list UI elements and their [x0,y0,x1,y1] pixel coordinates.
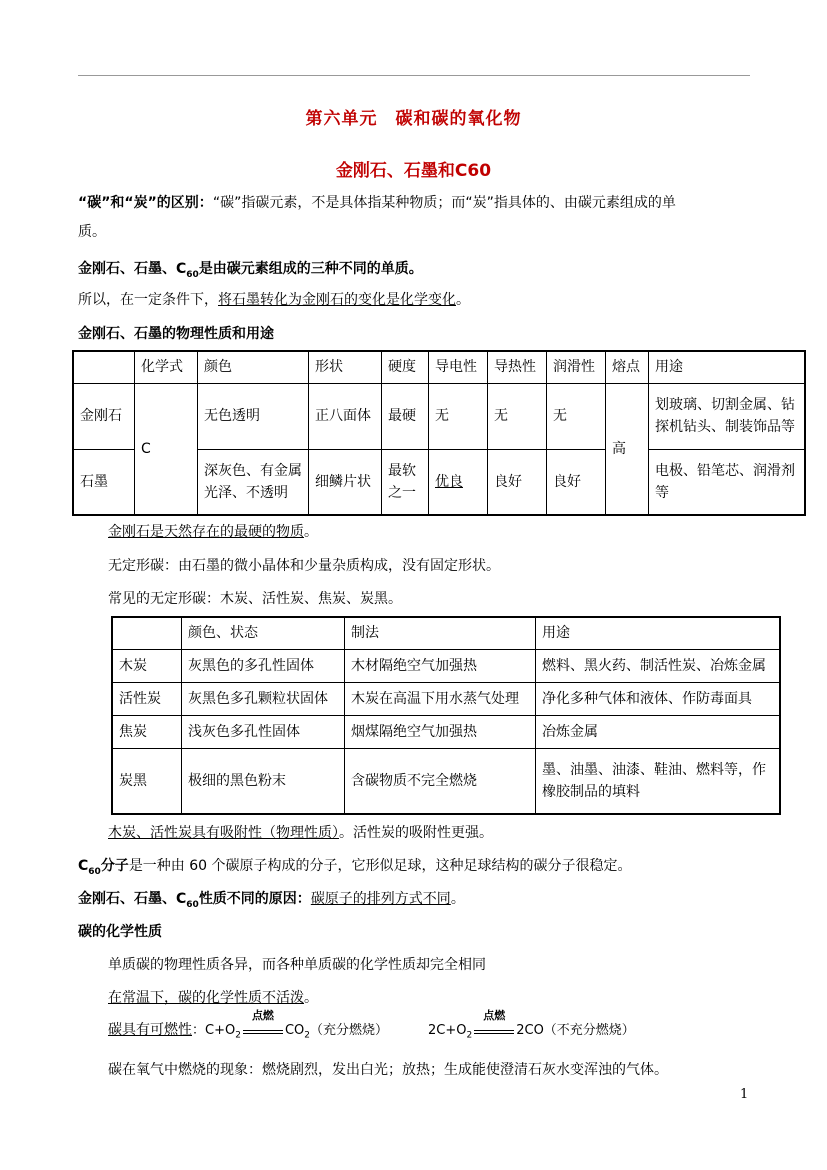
text: 。 [450,891,465,907]
cell: 无色透明 [198,383,309,449]
header-cell: 化学式 [135,351,198,383]
cell: 无 [488,383,547,449]
heading-chemical-properties: 碳的化学性质 [78,924,162,940]
cell: 优良 [429,449,488,515]
paragraph-c60 [78,856,750,883]
header-cell: 用途 [649,351,806,383]
diamond-graphite-table [72,350,806,516]
equation-complete-combustion [108,1009,388,1041]
text: 。活性炭的吸附性更强。 [339,825,493,841]
header-cell: 熔点 [606,351,649,383]
cell: 木炭在高温下用水蒸气处理 [345,682,536,715]
text: 是一种由 60 个碳原子构成的分子，它形似足球，这种足球结构的碳分子很稳定。 [128,858,632,874]
paragraph-common-amorphous: 常见的无定形碳：木炭、活性炭、焦炭、炭黑。 [108,591,402,607]
text: 金刚石、石墨、C [78,261,187,277]
cell: 电极、铅笔芯、润滑剂等 [649,449,806,515]
table-header-row [73,351,805,383]
cell: 活性炭 [112,682,182,715]
table1-caption: 金刚石、石墨的物理性质和用途 [78,326,274,342]
underlined-text: 碳具有可燃性 [108,1022,192,1038]
header-cell [112,617,182,649]
page-number: 1 [740,1087,749,1102]
text: 2CO（不充分燃烧） [516,1023,635,1038]
cell: 墨、油墨、油漆、鞋油、燃料等，作橡胶制品的填料 [536,748,781,814]
text: 。 [456,292,470,308]
header-cell: 导热性 [488,351,547,383]
cell: 冶炼金属 [536,715,781,748]
underlined-text: 金刚石是天然存在的最硬的物质 [108,524,304,540]
text: C [78,858,89,874]
cell: 极细的黑色粉末 [182,748,345,814]
table-row [112,748,780,814]
text: ：C+O [192,1023,236,1038]
header-cell: 用途 [536,617,781,649]
cell: 含碳物质不完全燃烧 [345,748,536,814]
cell: 良好 [547,449,606,515]
cell: 正八面体 [309,383,382,449]
table-row [112,682,780,715]
section-title: 金刚石、石墨和C60 [335,161,492,181]
text: 。 [304,524,318,540]
header-cell: 润滑性 [547,351,606,383]
cell: 石墨 [73,449,135,515]
cell: 深灰色、有金属光泽、不透明 [198,449,309,515]
underlined-text: 木炭、活性炭具有吸附性（物理性质） [108,825,339,841]
text: 2C+O [428,1023,467,1038]
paragraph-three-elements [78,259,750,286]
paragraph-conversion [78,290,750,311]
subscript: 2 [235,1030,241,1041]
paragraph-carbon-difference [78,193,750,250]
term-label: “碳”和“炭”的区别： [78,195,213,211]
text: 分子 [100,858,129,874]
subscript: 2 [304,1030,310,1041]
term-text: “碳”指碳元素，不是具体指某种物质；而“炭”指具体的、由碳元素组成的单 [212,195,676,211]
text: 性质不同的原因： [198,891,311,907]
cell: 最硬 [382,383,429,449]
header-cell: 颜色、状态 [182,617,345,649]
text: （充分燃烧） [309,1023,388,1038]
subscript: 60 [186,269,199,280]
underlined-text: 将石墨转化为金刚石的变化是化学变化 [218,292,456,308]
cell-melting: 高 [606,383,649,515]
cell: 无 [429,383,488,449]
cell-formula: C [135,383,198,515]
text: CO [284,1023,305,1038]
underlined-text: 碳原子的排列方式不同 [310,891,451,907]
cell: 浅灰色多孔性固体 [182,715,345,748]
cell: 无 [547,383,606,449]
cell: 细鳞片状 [309,449,382,515]
subscript: 60 [88,866,101,877]
header-cell: 硬度 [382,351,429,383]
underlined-text: 在常温下，碳的化学性质不活泼 [108,990,304,1006]
paragraph-amorphous: 无定形碳：由石墨的微小晶体和少量杂质构成，没有固定形状。 [108,558,500,574]
header-cell: 颜色 [198,351,309,383]
header-cell: 形状 [309,351,382,383]
equation-incomplete-combustion [428,1009,635,1041]
cell: 净化多种气体和液体、作防毒面具 [536,682,781,715]
paragraph-combustion-phenomenon: 碳在氧气中燃烧的现象：燃烧剧烈，发出白光；放热；生成能使澄清石灰水变浑浊的气体。 [108,1062,668,1078]
cell: 炭黑 [112,748,182,814]
table-row [112,715,780,748]
subscript: 2 [466,1030,473,1041]
paragraph-inert [108,988,750,1009]
header-cell [73,351,135,383]
cell: 木材隔绝空气加强热 [345,649,536,682]
cell: 灰黑色多孔颗粒状固体 [182,682,345,715]
paragraph-adsorption [108,823,750,844]
condition-label: 点燃 [483,1009,506,1022]
subscript: 60 [186,899,199,910]
cell: 烟煤隔绝空气加强热 [345,715,536,748]
cell: 灰黑色的多孔性固体 [182,649,345,682]
reaction-arrow [474,1009,514,1034]
cell: 良好 [488,449,547,515]
cell: 划玻璃、切割金属、钻探机钻头、制装饰品等 [649,383,806,449]
cell: 燃料、黑火药、制活性炭、冶炼金属 [536,649,781,682]
paragraph-hardest [108,522,750,543]
cell: 焦炭 [112,715,182,748]
text: 是由碳元素组成的三种不同的单质。 [198,261,423,277]
table-row [112,649,780,682]
header-cell: 制法 [345,617,536,649]
unit-title: 第六单元 碳和碳的氧化物 [305,109,522,129]
cell: 金刚石 [73,383,135,449]
reaction-arrow [243,1009,283,1034]
term-text-cont: 质。 [78,224,106,240]
text: 。 [304,990,318,1006]
amorphous-carbon-table [111,616,781,815]
header-cell: 导电性 [429,351,488,383]
header-rule [78,75,750,76]
paragraph-chemical-same: 单质碳的物理性质各异，而各种单质碳的化学性质却完全相同 [108,957,486,973]
paragraph-difference-reason [78,889,750,916]
cell: 木炭 [112,649,182,682]
text: 所以，在一定条件下， [78,292,218,308]
cell: 最软之一 [382,449,429,515]
table-header-row [112,617,780,649]
text: 金刚石、石墨、C [78,891,187,907]
table-row [73,383,805,449]
condition-label: 点燃 [251,1009,274,1022]
